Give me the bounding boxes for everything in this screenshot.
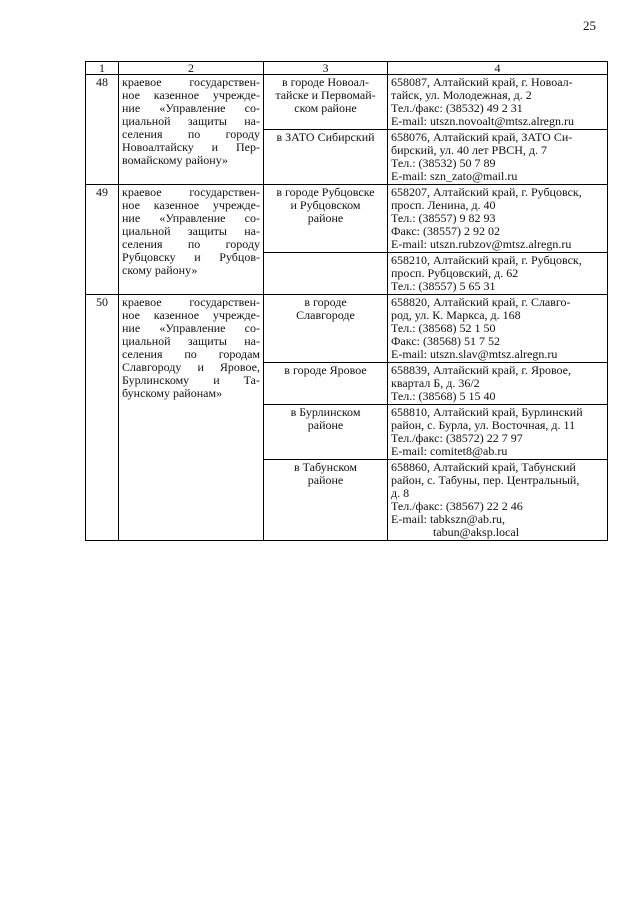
institution-name-line: ние «Управление со-: [122, 101, 260, 115]
table-header-row: [86, 62, 608, 75]
contact-cell: [388, 253, 608, 295]
contact-cell: [388, 75, 608, 130]
contact-line: 658860, Алтайский край, Табунский: [391, 460, 576, 474]
contact-cell: [388, 185, 608, 253]
institution-name-line: Новоалтайску и Пер-: [122, 140, 260, 154]
column-header: 3: [264, 62, 388, 75]
institution-name-line: циальной защиты на-: [122, 114, 260, 128]
column-header: 2: [119, 62, 264, 75]
institution-name-cell: [119, 185, 264, 295]
institution-name-line: ное казенное учрежде-: [122, 198, 260, 212]
table-row: [86, 185, 608, 253]
column-header: 1: [86, 62, 119, 75]
contact-line: 658210, Алтайский край, г. Рубцовск,: [391, 253, 582, 267]
contact-cell: [388, 130, 608, 185]
contact-cell: [388, 295, 608, 363]
location-cell: [264, 130, 388, 185]
contact-line: Тел.: (38568) 52 1 50: [391, 321, 496, 335]
location-line: районе: [307, 211, 344, 225]
institution-name-line: селения по городам: [122, 347, 260, 361]
institution-name-line: бунскому районам»: [122, 386, 223, 400]
institution-name-line: вомайскому району»: [122, 153, 228, 167]
contact-line: 658207, Алтайский край, г. Рубцовск,: [391, 185, 582, 199]
contact-line: Тел.: (38557) 9 82 93: [391, 211, 496, 225]
contact-cell: [388, 363, 608, 405]
location-line: в городе: [304, 295, 347, 309]
location-line: тайске и Первомай-: [275, 88, 376, 102]
row-number: 50: [86, 295, 119, 541]
institutions-table: [85, 61, 608, 541]
contact-line: Тел.: (38557) 5 65 31: [391, 279, 496, 293]
contact-line: тайск, ул. Молодежная, д. 2: [391, 88, 532, 102]
contact-line: 658076, Алтайский край, ЗАТО Си-: [391, 130, 573, 144]
institution-name-line: Рубцовску и Рубцов-: [122, 250, 260, 264]
contact-line: E-mail: szn_zato@mail.ru: [391, 169, 518, 183]
location-line: в городе Яровое: [284, 363, 367, 377]
contact-cell: [388, 460, 608, 541]
contact-line: просп. Ленина, д. 40: [391, 198, 496, 212]
location-line: районе: [307, 418, 344, 432]
institution-name-line: селения по городу: [122, 127, 260, 141]
location-cell: [264, 185, 388, 253]
contact-line: Тел./факс: (38532) 49 2 31: [391, 101, 523, 115]
contact-line: E-mail: utszn.rubzov@mtsz.alregn.ru: [391, 237, 572, 251]
institution-name-line: селения по городу: [122, 237, 260, 251]
location-cell: [264, 295, 388, 363]
institution-name-cell: [119, 295, 264, 541]
location-cell: [264, 405, 388, 460]
institution-name-line: Славгороду и Яровое,: [122, 360, 260, 374]
row-number: 49: [86, 185, 119, 295]
contact-line: Тел.: (38532) 50 7 89: [391, 156, 496, 170]
institution-name-line: ние «Управление со-: [122, 211, 260, 225]
contact-line: E-mail: tabkszn@ab.ru,: [391, 512, 506, 526]
contact-line: д. 8: [391, 486, 410, 500]
institution-name-line: циальной защиты на-: [122, 334, 260, 348]
institution-name-line: краевое государствен-: [122, 295, 260, 309]
contact-line: род, ул. К. Маркса, д. 168: [391, 308, 521, 322]
location-line: в Бурлинском: [290, 405, 361, 419]
contact-line: Факс: (38557) 2 92 02: [391, 224, 500, 238]
contact-line: квартал Б, д. 36/2: [391, 376, 480, 390]
location-line: в городе Рубцовске: [276, 185, 375, 199]
institution-name-line: Бурлинскому и Та-: [122, 373, 260, 387]
institution-name-line: краевое государствен-: [122, 185, 260, 199]
institution-name-line: скому району»: [122, 263, 198, 277]
location-cell: [264, 363, 388, 405]
location-cell: [264, 75, 388, 130]
table-body: [86, 75, 608, 541]
institution-name-line: ние «Управление со-: [122, 321, 260, 335]
contact-line: Факс: (38568) 51 7 52: [391, 334, 500, 348]
contact-line: E-mail: utszn.novoalt@mtsz.alregn.ru: [391, 114, 575, 128]
contact-line: E-mail: comitet8@ab.ru: [391, 444, 508, 458]
contact-line: 658820, Алтайский край, г. Славго-: [391, 295, 571, 309]
contact-line: Тел./факс: (38567) 22 2 46: [391, 499, 523, 513]
institution-name-line: ное казенное учрежде-: [122, 308, 260, 322]
location-line: в городе Новоал-: [281, 75, 370, 89]
table-row: [86, 295, 608, 363]
institution-name-line: ное казенное учрежде-: [122, 88, 260, 102]
location-line: в Табунском: [293, 460, 357, 474]
contact-line: Тел.: (38568) 5 15 40: [391, 389, 496, 403]
contact-line: 658810, Алтайский край, Бурлинский: [391, 405, 583, 419]
contact-line: район, с. Табуны, пер. Центральный,: [391, 473, 580, 487]
contact-line: район, с. Бурла, ул. Восточная, д. 11: [391, 418, 576, 432]
location-line: в ЗАТО Сибирский: [276, 130, 375, 144]
page-number: 25: [583, 18, 596, 33]
row-number: 48: [86, 75, 119, 185]
institution-name-line: циальной защиты на-: [122, 224, 260, 238]
location-line: ском районе: [294, 101, 357, 115]
institution-name-cell: [119, 75, 264, 185]
contact-cell: [388, 405, 608, 460]
contact-line: просп. Рубцовский, д. 62: [391, 266, 519, 280]
institution-name-line: краевое государствен-: [122, 75, 260, 89]
contact-line: 658839, Алтайский край, г. Яровое,: [391, 363, 571, 377]
contact-line: E-mail: utszn.slav@mtsz.alregn.ru: [391, 347, 558, 361]
contact-line: 658087, Алтайский край, г. Новоал-: [391, 75, 573, 89]
contact-line: tabun@aksp.local: [433, 525, 520, 539]
table-row: [86, 75, 608, 130]
location-line: Славгороде: [296, 308, 355, 322]
location-cell: [264, 253, 388, 295]
contact-line: бирский, ул. 40 лет РВСН, д. 7: [391, 143, 547, 157]
location-line: и Рубцовском: [290, 198, 361, 212]
contact-line: Тел./факс: (38572) 22 7 97: [391, 431, 523, 445]
location-cell: [264, 460, 388, 541]
location-line: районе: [307, 473, 344, 487]
column-header: 4: [388, 62, 608, 75]
